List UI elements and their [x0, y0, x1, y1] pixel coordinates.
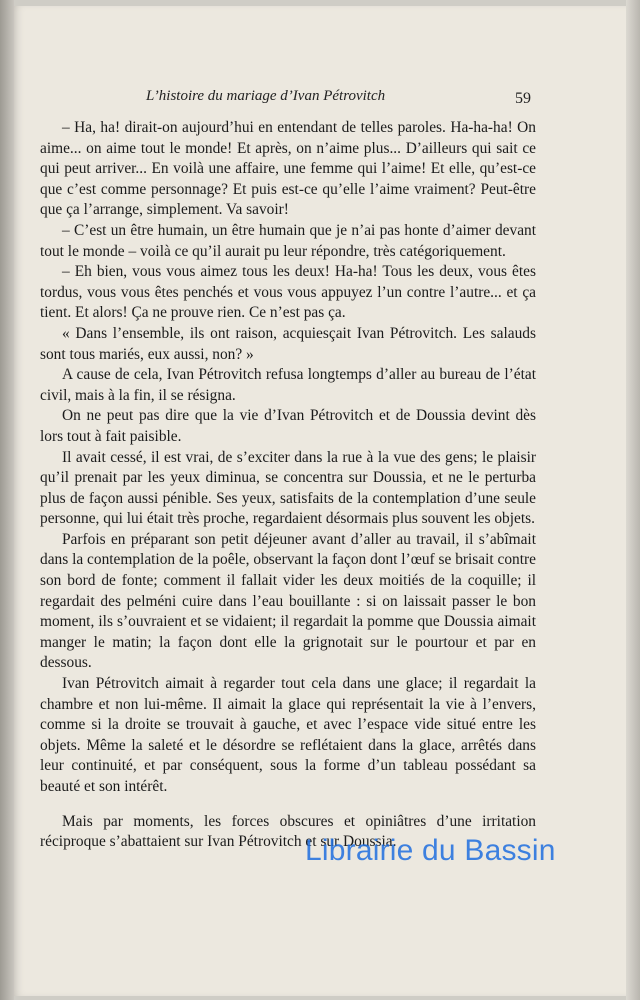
- paragraph: – Ha, ha! dirait-on aujourd’hui en entendant de telles paroles. Ha-ha-ha! On aime... on aime tout le monde! Et après, on n’aime plus... D’ailleurs qui sait ce qui peut arriver... En voilà une affaire, une femme qui l’aime! Et elle, qu’est-ce que c’est comme personnage? Et puis est-ce qu’elle l’aime vraiment? Peut-être que ça l’arrange, simplement. Va savoir!: [40, 119, 536, 219]
- body-text: [40, 118, 536, 853]
- paragraph: Ivan Pétrovitch aimait à regarder tout cela dans une glace; il regardait la chambre et non lui-même. Il aimait la glace qui représentait la vie à l’envers, comme si la droite se trouvait à gauche, et avec l’espace vide situé entre les objets. Même la saleté et le désordre se reflétaient dans la glace, arrêtés dans leur continuité, et par conséquent, sous la forme d’un tableau possédant sa beauté et son intérêt.: [40, 675, 536, 795]
- page-number: 59: [515, 90, 531, 107]
- paragraph: On ne peut pas dire que la vie d’Ivan Pétrovitch et de Doussia devint dès lors tout à fait paisible.: [40, 407, 536, 445]
- watermark: Librairie du Bassin: [305, 834, 556, 867]
- paragraph: Mais par moments, les forces obscures et opiniâtres d’une irritation réciproque s’abattaient sur Ivan Pétrovitch et sur Doussia.: [40, 812, 536, 851]
- paragraph: A cause de cela, Ivan Pétrovitch refusa longtemps d’aller au bureau de l’état civil, mais à la fin, il se résigna.: [40, 366, 536, 404]
- paragraph: Parfois en préparant son petit déjeuner avant d’aller au travail, il s’abîmait dans la contemplation de la poêle, observant la façon dont l’œuf se brisait contre son bord de fonte; comment il fallait vider les deux moitiés de la coquille; il regardait des pelméni cuire dans l’eau bouillante : si on laissait passer le bon moment, ils s’ouvraient et se vidaient; il regardait la pomme que Doussia aimait manger le matin; la façon dont elle la grignotait sur le pourtour et par en dessous.: [40, 530, 536, 672]
- paragraph: – Eh bien, vous vous aimez tous les deux! Ha-ha! Tous les deux, vous êtes tordus, vous vous êtes penchés et vous vous appuyez l’un contre l’autre... et ça tient. Et alors! Ça ne prouve rien. Ce n’est pas ça.: [40, 263, 536, 322]
- running-title: L’histoire du mariage d’Ivan Pétrovitch: [146, 88, 386, 104]
- paragraph: – C’est un être humain, un être humain que je n’ai pas honte d’aimer devant tout le monde – voilà ce qu’il aurait pu leur répondre, très catégoriquement.: [40, 221, 536, 260]
- paragraph: « Dans l’ensemble, ils ont raison, acquiesçait Ivan Pétrovitch. Les salauds sont tous mariés, eux aussi, non? »: [40, 324, 536, 363]
- paragraph: Il avait cessé, il est vrai, de s’exciter dans la rue à la vue des gens; le plaisir qu’il prenait par les yeux diminua, se concentra sur Doussia, et ne le perturba plus de façon aussi pénible. Ses yeux, satisfaits de la contemplation d’une seule personne, qui lui était très proche, regardaient désormais plus souvent les objets.: [40, 448, 536, 528]
- page-edge: [626, 0, 640, 1000]
- book-gutter: [0, 0, 14, 1000]
